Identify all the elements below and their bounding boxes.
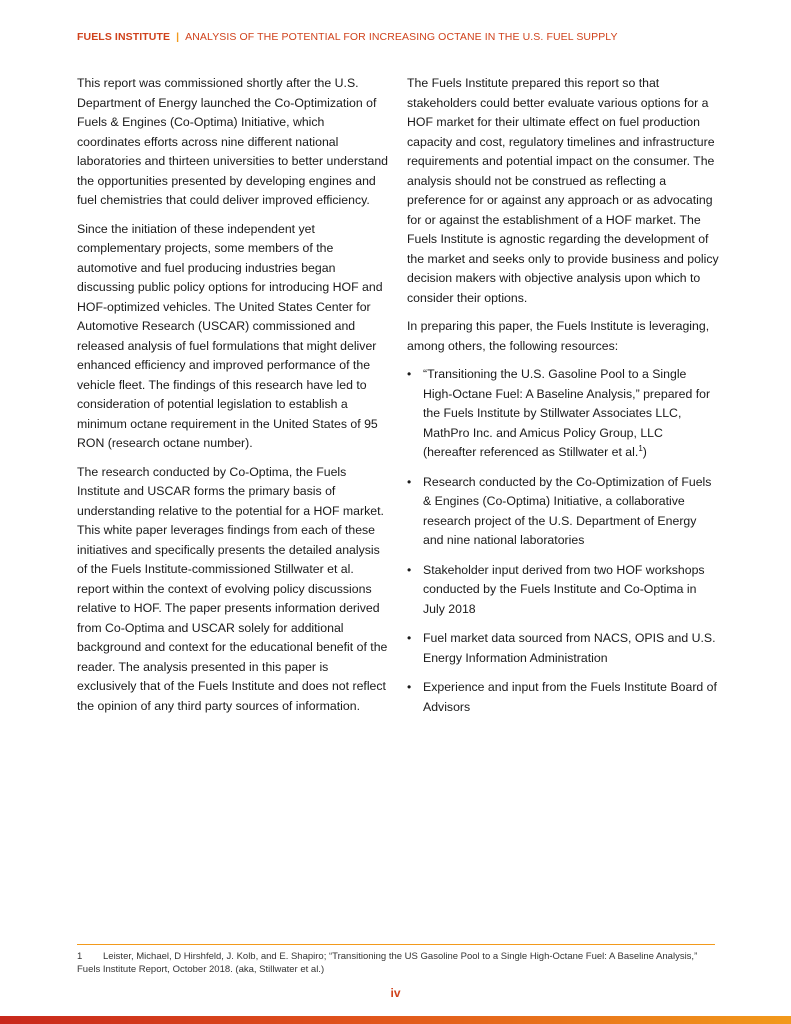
list-item-close: ) xyxy=(642,445,647,459)
page-number: iv xyxy=(390,986,401,1000)
footnote xyxy=(77,950,717,976)
footnote-text: Leister, Michael, D Hirshfeld, J. Kolb, and E. Shapiro; “Transitioning the US Gasoline Pool to a Single High-Octane Fuel: A Baseline Analysis,” Fuels Institute Report, October 2018. (aka, Stillwater et al.) xyxy=(77,951,698,975)
list-item: • Experience and input from the Fuels Institute Board of Advisors xyxy=(407,678,719,717)
list-item xyxy=(407,365,719,463)
list-item: • Research conducted by the Co-Optimization of Fuels & Engines (Co-Optima) Initiative, a collaborative research project of the U.S. Department of Energy and nine national laboratories xyxy=(407,473,719,551)
list-item: • Stakeholder input derived from two HOF workshops conducted by the Fuels Institute and Co-Optima in July 2018 xyxy=(407,561,719,620)
header-brand: FUELS INSTITUTE xyxy=(77,31,171,43)
paragraph: Since the initiation of these independent yet complementary projects, some members of the automotive and fuel producing industries began discussing public policy options for introducing HOF and HOF-optimized vehicles. The United States Center for Automotive Research (USCAR) commissioned and released analysis of fuel formulations that might deliver enhanced efficiency and improved performance of the vehicle fleet. The findings of this research have led to consideration of potential legislation to establish a minimum octane requirement in the United States of 95 RON (research octane number). xyxy=(77,221,383,450)
header-separator: | xyxy=(176,31,180,43)
footnote-number: 1 xyxy=(77,951,83,962)
paragraph: The research conducted by Co-Optima, the Fuels Institute and USCAR forms the primary basis of understanding relative to the potential for a HOF market. This white paper leverages findings from each of these initiatives and specifically presents the detailed analysis of the Fuels Institute-commissioned Stillwater et al. report within the context of evolving policy discussions relative to HOF. The paper presents information derived from Co-Optima and USCAR solely for additional background and context for the educational benefit of the reader. The analysis presented in this paper is exclusively that of the Fuels Institute and does not reflect the opinion of any third party sources of information. xyxy=(77,464,388,713)
list-item-text: “Transitioning the U.S. Gasoline Pool to a Single High-Octane Fuel: A Baseline Analysis,” prepared for the Fuels Institute by Stillwater Associates LLC, MathPro Inc. and Amicus Policy Group, LLC (hereafter referenced as Stillwater et al. xyxy=(423,367,711,459)
left-column xyxy=(77,74,389,725)
footnote-divider xyxy=(77,944,715,945)
footnote-ref[interactable]: 1 xyxy=(638,443,643,453)
bottom-color-bar xyxy=(0,1016,791,1024)
right-column xyxy=(407,74,719,727)
resource-list xyxy=(407,365,719,717)
running-header xyxy=(77,30,717,44)
header-title: ANALYSIS OF THE POTENTIAL FOR INCREASING OCTANE IN THE U.S. FUEL SUPPLY xyxy=(185,31,618,43)
paragraph: In preparing this paper, the Fuels Institute is leveraging, among others, the following resources: xyxy=(407,319,710,353)
paragraph: The Fuels Institute prepared this report so that stakeholders could better evaluate various options for a HOF market for their ultimate effect on fuel production capacity and cost, regulatory timelines and infrastructure requirements and potential impact on the consumer. The analysis should not be construed as reflecting a preference for or against any approach or as advocating for or against the establishment of a HOF market. The Fuels Institute is agnostic regarding the development of the market and seeks only to provide business and policy decision makers with objective analysis upon which to consider their options. xyxy=(407,76,719,305)
list-item: • Fuel market data sourced from NACS, OPIS and U.S. Energy Information Administration xyxy=(407,629,719,668)
paragraph: This report was commissioned shortly after the U.S. Department of Energy launched the Co-Optimization of Fuels & Engines (Co-Optima) Initiative, which coordinates efforts across nine different national laboratories and thirteen universities to better understand the opportunities presented by developing engines and fuel chemistries that could deliver improved efficiency. xyxy=(77,76,389,207)
